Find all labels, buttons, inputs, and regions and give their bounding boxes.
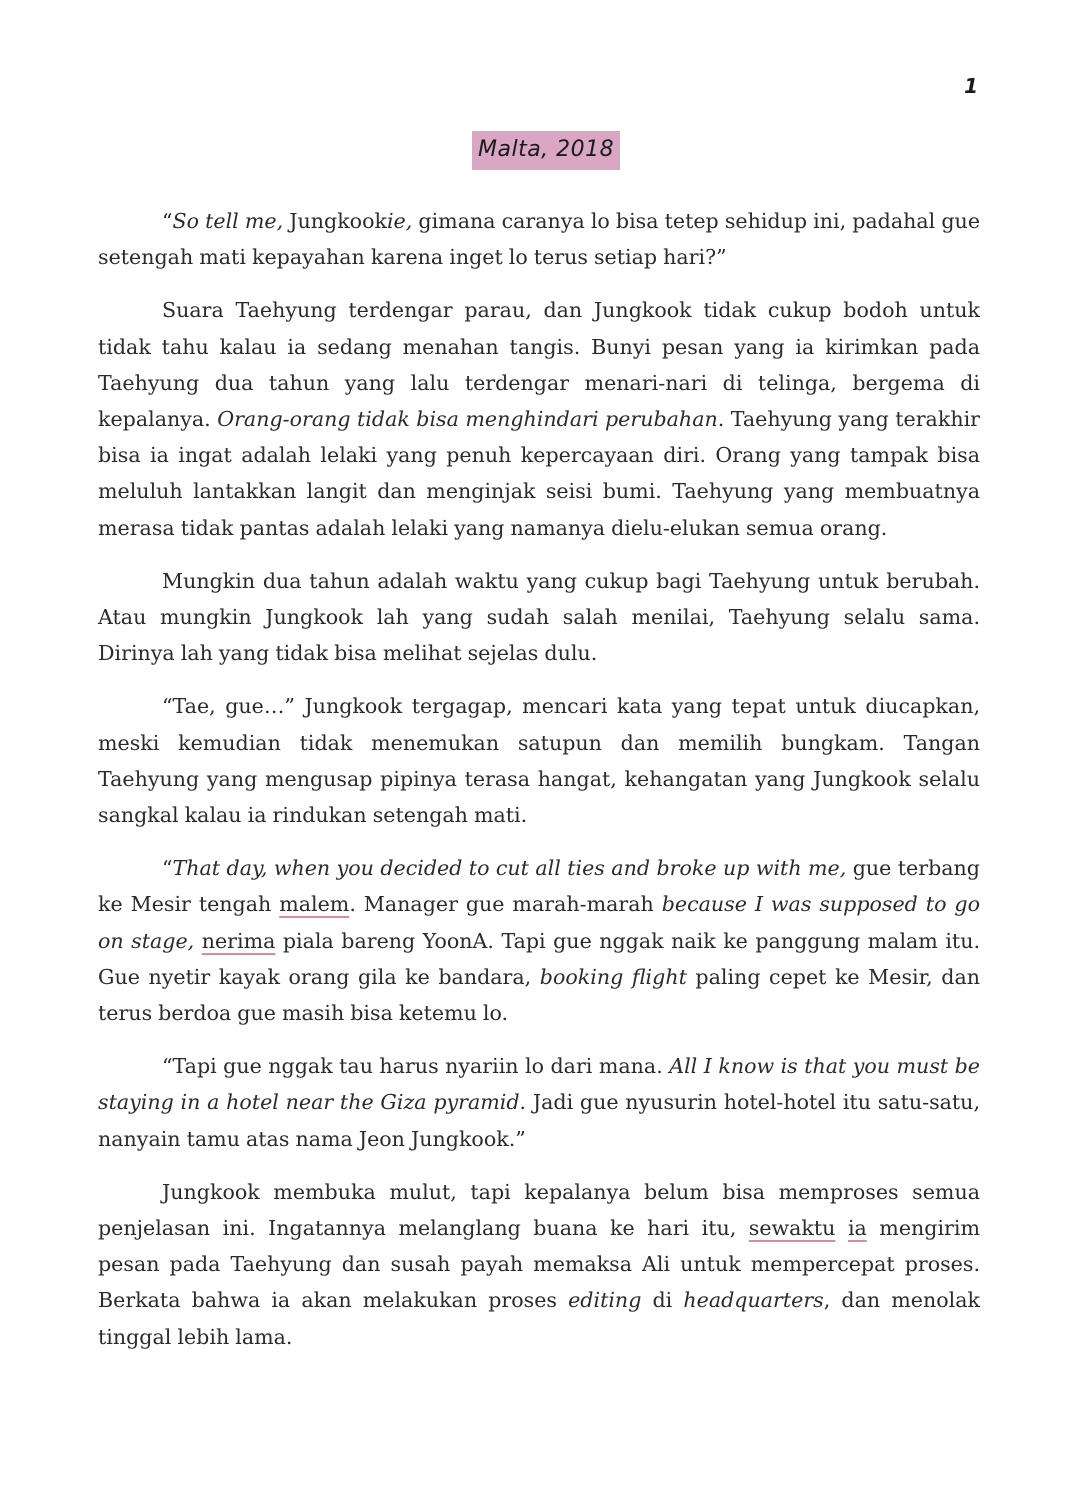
paragraph-3: Mungkin dua tahun adalah waktu yang cukup bagi Taehyung untuk berubah. Atau mungkin Jungkook lah yang sudah salah menilai, Taehyung selalu sama. Dirinya lah yang tidak bisa melihat sejelas dulu. xyxy=(98,568,980,666)
paragraph-2: Suara Taehyung terdengar parau, dan Jungkook tidak cukup bodoh untuk tidak tahu kalau ia sedang menahan tangis. Bunyi pesan yang ia kirimkan pada Taehyung dua tahun yang lalu terdengar menari-nari di telinga, bergema di kepalanya. Orang-orang tidak bisa menghindari perubahan. Taehyung yang terakhir bisa ia ingat adalah lelaki yang penuh kepercayaan diri. Orang yang tampak bisa meluluh lantakkan langit dan menginjak seisi bumi. Taehyung yang membuatnya merasa tidak pantas adalah lelaki yang namanya dielu-elukan semua orang. xyxy=(98,298,981,540)
paragraph-6: “Tapi gue nggak tau harus nyariin lo dari mana. All I know is that you must be staying in a hotel near the Giza pyramid. Jadi gue nyusurin hotel-hotel itu satu-satu, nanyain tamu atas nama Jeon Jungkook.” xyxy=(98,1054,980,1151)
paragraph-4: “Tae, gue…” Jungkook tergagap, mencari kata yang tepat untuk diucapkan, meski kemudian tidak menemukan satupun dan memilih bungkam. Tangan Taehyung yang mengusap pipinya terasa hangat, kehangatan yang Jungkook selalu sangkal kalau ia rindukan setengah mati. xyxy=(98,694,980,828)
spellcheck-underline: nerima xyxy=(201,928,276,953)
page-number: 1 xyxy=(964,74,978,98)
spellcheck-underline: malem xyxy=(279,892,350,917)
spellcheck-underline: sewaktu xyxy=(748,1216,836,1241)
story-body xyxy=(98,203,980,1372)
paragraph-7: Jungkook membuka mulut, tapi kepalanya belum bisa memproses semua penjelasan ini. Ingatannya melanglang buana ke hari itu, sewaktu ia mengirim pesan pada Taehyung dan susah payah memaksa Ali untuk mempercepat proses. Berkata bahwa ia akan melakukan proses editing di headquarters, dan menolak tinggal lebih lama. xyxy=(98,1179,980,1349)
spellcheck-underline: ia xyxy=(847,1216,867,1241)
paragraph-1: “So tell me, Jungkookie, gimana caranya lo bisa tetep sehidup ini, padahal gue setengah mati kepayahan karena inget lo terus setiap hari?” xyxy=(98,209,981,270)
chapter-title: Malta, 2018 xyxy=(472,131,620,170)
paragraph-5: “That day, when you decided to cut all ties and broke up with me, gue terbang ke Mesir tengah malem. Manager gue marah-marah because I was supposed to go on stage, nerima piala bareng YoonA. Tapi gue nggak naik ke panggung malam itu. Gue nyetir kayak orang gila ke bandara, booking flight paling cepet ke Mesir, dan terus berdoa gue masih bisa ketemu lo. xyxy=(98,856,980,1026)
